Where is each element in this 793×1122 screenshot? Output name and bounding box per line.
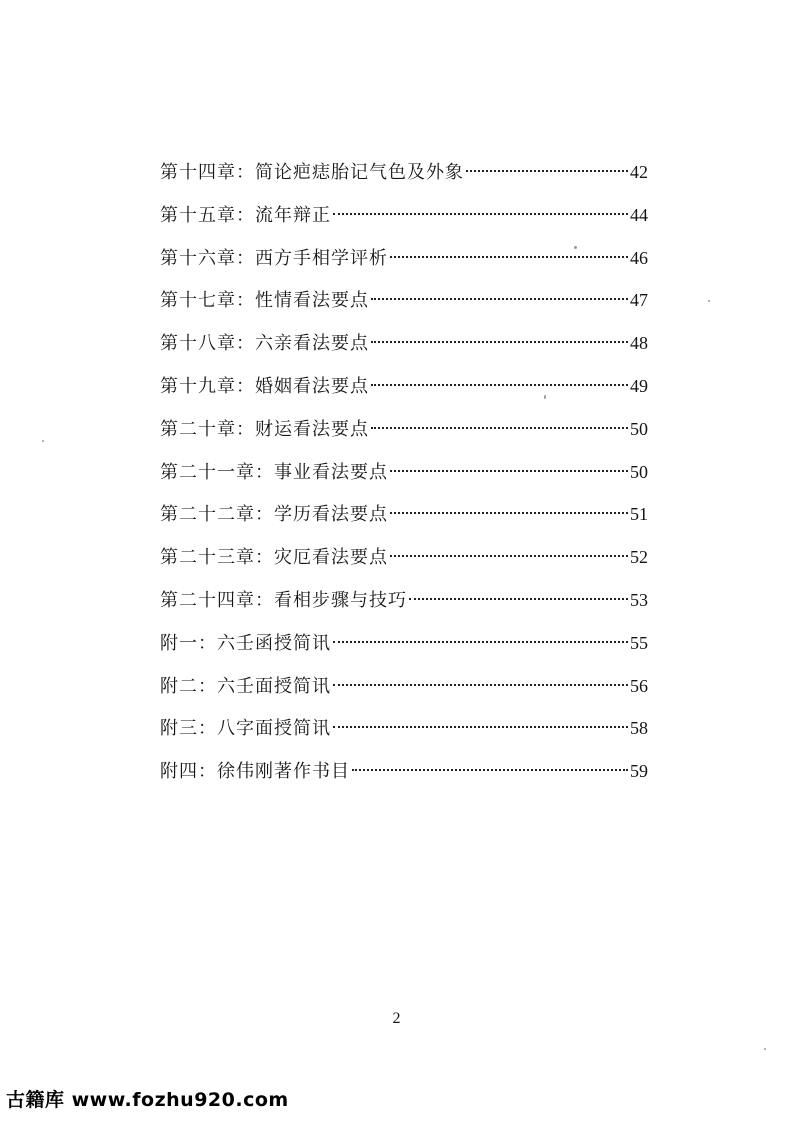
toc-entry-title: 附三：八字面授简讯 — [160, 718, 331, 740]
toc-entry-title: 第二十章：财运看法要点 — [160, 418, 369, 440]
dot-leader — [390, 470, 628, 472]
toc-entry-page: 51 — [630, 504, 648, 525]
toc-entry-page: 50 — [630, 461, 648, 482]
toc-entry-title: 第二十二章：学历看法要点 — [160, 504, 388, 526]
dot-leader — [466, 170, 628, 172]
toc-entry-page: 48 — [630, 333, 648, 354]
toc-entry — [160, 200, 648, 243]
dot-leader — [390, 256, 628, 258]
dot-leader — [371, 384, 628, 386]
toc-entry-title: 第十四章：简论疤痣胎记气色及外象 — [160, 162, 464, 183]
scan-speck — [544, 395, 546, 399]
toc-entry-title: 附四：徐伟刚著作书目 — [160, 761, 350, 783]
dot-leader — [390, 512, 628, 514]
dot-leader — [390, 555, 628, 557]
dot-leader — [352, 769, 628, 771]
toc-entry — [160, 157, 648, 200]
toc-entry-title: 附一：六壬函授简讯 — [160, 632, 331, 654]
dot-leader — [371, 427, 628, 429]
toc-entry-page: 56 — [630, 675, 648, 696]
toc-entry-title: 第十六章：西方手相学评析 — [160, 247, 388, 269]
scan-speck — [42, 440, 44, 442]
toc-entry — [160, 328, 648, 371]
dot-leader — [333, 641, 628, 643]
dot-leader — [333, 684, 628, 686]
toc-entry — [160, 499, 648, 542]
dot-leader — [333, 213, 628, 215]
page-number: 2 — [392, 1010, 401, 1027]
scan-speck — [574, 246, 577, 249]
toc-entry-title: 第十八章：六亲看法要点 — [160, 333, 369, 355]
toc-entry — [160, 414, 648, 457]
toc-entry-page: 58 — [630, 718, 648, 739]
site-watermark: 古籍库 www.fozhu920.com — [6, 1089, 289, 1111]
toc-entry-page: 53 — [630, 589, 648, 610]
toc-entry — [160, 628, 648, 671]
toc-entry-page: 52 — [630, 547, 648, 568]
toc-entry — [160, 542, 648, 585]
toc-entry-title: 第十七章：性情看法要点 — [160, 290, 369, 312]
dot-leader — [371, 341, 628, 343]
toc-entry-page: 55 — [630, 632, 648, 653]
toc-entry-page: 44 — [630, 204, 648, 225]
toc-entry-page: 49 — [630, 375, 648, 396]
toc-entry-title: 附二：六壬面授简讯 — [160, 675, 331, 697]
dot-leader — [371, 298, 628, 300]
toc-entry-title: 第十五章：流年辩正 — [160, 204, 331, 226]
scan-speck — [708, 300, 710, 302]
toc-entry-page: 42 — [630, 162, 648, 182]
toc-entry — [160, 243, 648, 286]
table-of-contents — [160, 157, 648, 799]
toc-entry — [160, 285, 648, 328]
toc-entry-page: 47 — [630, 290, 648, 311]
toc-entry-page: 50 — [630, 418, 648, 439]
toc-entry — [160, 371, 648, 414]
toc-entry-page: 59 — [630, 761, 648, 782]
toc-entry — [160, 713, 648, 756]
toc-entry-title: 第二十四章：看相步骤与技巧 — [160, 589, 407, 611]
scan-speck — [764, 1048, 766, 1050]
toc-entry — [160, 671, 648, 714]
toc-entry-title: 第十九章：婚姻看法要点 — [160, 375, 369, 397]
toc-entry — [160, 585, 648, 628]
toc-entry-page: 46 — [630, 247, 648, 268]
toc-entry-title: 第二十一章：事业看法要点 — [160, 461, 388, 483]
toc-entry — [160, 756, 648, 799]
dot-leader — [409, 598, 628, 600]
toc-entry-title: 第二十三章：灾厄看法要点 — [160, 547, 388, 569]
dot-leader — [333, 726, 628, 728]
toc-entry — [160, 457, 648, 500]
